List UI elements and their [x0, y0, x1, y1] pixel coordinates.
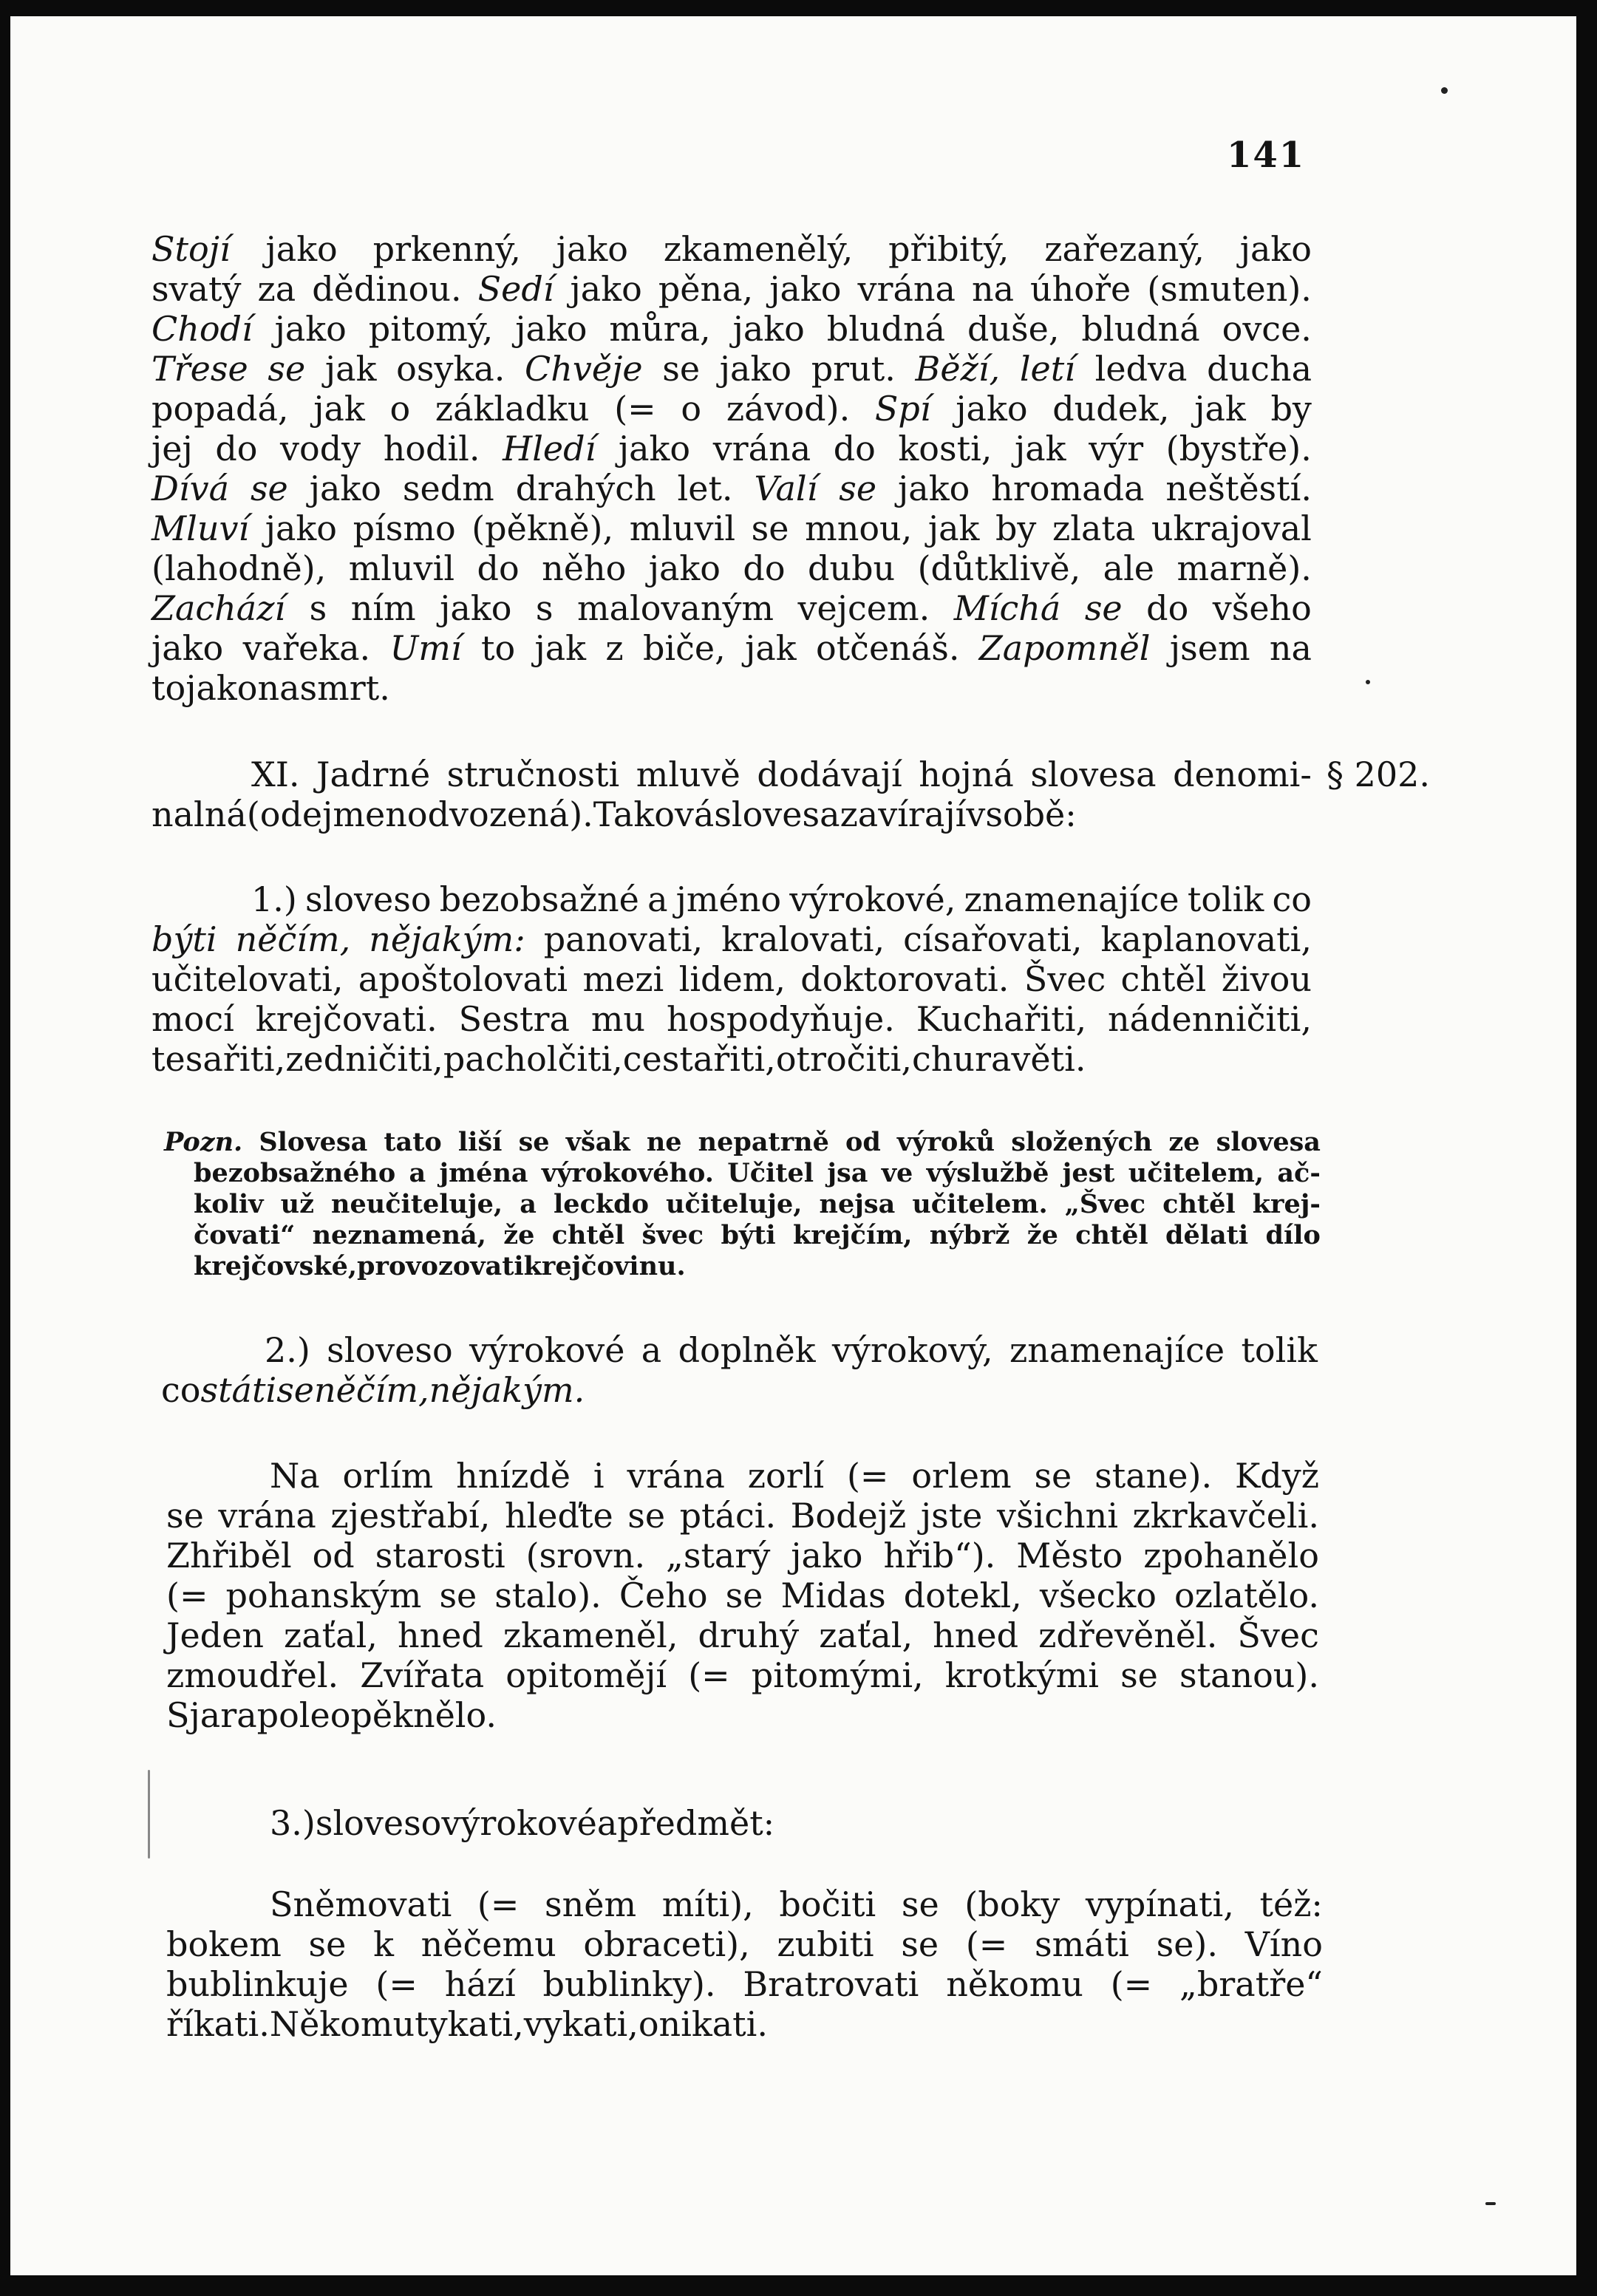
- text-line: Stojí jako prkenný, jako zkamenělý, přibitý, zařezaný, jako: [151, 229, 1312, 269]
- text-line: (= pohanským se stalo). Čeho se Midas dotekl, všecko ozlatělo.: [166, 1575, 1319, 1615]
- text-line: nalná (ode jmen odvozená). Taková slovesa zavírají v sobě:: [151, 794, 1077, 834]
- text-line: XI. Jadrné stručnosti mluvě dodávají hojná slovesa denomi-: [251, 754, 1312, 794]
- section-mark: § 202.: [1327, 754, 1431, 794]
- text-line: Sněmovati (= sněm míti), bočiti se (boky vypínati, též:: [270, 1884, 1323, 1924]
- text-line: svatý za dědinou. Sedí jako pěna, jako vrána na úhoře (smuten).: [151, 269, 1312, 309]
- point-3-examples: [166, 1884, 1323, 2044]
- text-line: Mluví jako písmo (pěkně), mluvil se mnou, jak by zlata ukrajoval: [151, 508, 1312, 548]
- scan-speck: [148, 1770, 150, 1859]
- text-line: bokem se k něčemu obraceti), zubiti se (= smáti se). Víno: [166, 1924, 1323, 1964]
- text-line: 1.) sloveso bezobsažné a jméno výrokové, znamenajíce tolik co: [251, 879, 1312, 919]
- text-line: tesařiti, zedničiti, pacholčiti, cestařiti, otročiti, churavěti.: [151, 1039, 1086, 1079]
- scan-speck: [1485, 2202, 1496, 2205]
- text-line: Třese se jak osyka. Chvěje se jako prut. Běží, letí ledva ducha: [151, 349, 1312, 389]
- page-number: 141: [1227, 134, 1306, 176]
- text-line: co státi se něčím, nějakým.: [161, 1370, 585, 1410]
- note-paragraph: [164, 1127, 1321, 1282]
- scan-speck: [1441, 87, 1448, 94]
- note-line: Pozn. Slovesa tato liší se však ne nepatrně od výroků složených ze slovesa: [164, 1127, 1321, 1157]
- text-line: Dívá se jako sedm drahých let. Valí se jako hromada neštěstí.: [151, 469, 1312, 508]
- point-2-examples: [166, 1456, 1319, 1735]
- text-line: (lahodně), mluvil do něho jako do dubu (důtklivě, ale marně).: [151, 548, 1312, 588]
- text-line: říkati. Někomu tykati, vykati, onikati.: [166, 2004, 768, 2044]
- scan-speck: [1366, 680, 1370, 684]
- point-2-paragraph: [161, 1330, 1318, 1410]
- text-line: Chodí jako pitomý, jako můra, jako bludná duše, bludná ovce.: [151, 309, 1312, 349]
- text-line: se vrána zjestřabí, hleďte se ptáci. Bodejž jste všichni zkrkavčeli.: [166, 1496, 1319, 1536]
- text-line: 2.) sloveso výrokové a doplněk výrokový, znamenajíce tolik: [265, 1330, 1318, 1370]
- text-line: 3.) sloveso výrokové a předmět:: [270, 1803, 775, 1843]
- text-line: Zhřiběl od starosti (srovn. „starý jako hřib“). Město zpohanělo: [166, 1536, 1319, 1575]
- text-line: S jara pole opěknělo.: [166, 1695, 497, 1735]
- similes-paragraph: [151, 229, 1312, 708]
- note-line: čovati“ neznamená, že chtěl švec býti krejčím, nýbrž že chtěl dělati dílo: [194, 1220, 1321, 1250]
- point-3-heading: [166, 1803, 1319, 1843]
- text-line: býti něčím, nějakým: panovati, kralovati, císařovati, kaplanovati,: [151, 919, 1312, 959]
- text-line: jej do vody hodil. Hledí jako vrána do kosti, jak výr (bystře).: [151, 429, 1312, 469]
- text-line: učitelovati, apoštolovati mezi lidem, doktorovati. Švec chtěl živou: [151, 959, 1312, 999]
- text-line: zmoudřel. Zvířata opitomějí (= pitomými, krotkými se stanou).: [166, 1655, 1319, 1695]
- text-line: mocí krejčovati. Sestra mu hospodyňuje. Kuchařiti, nádenničiti,: [151, 999, 1312, 1039]
- note-line: koliv už neučiteluje, a leckdo učiteluje, nejsa učitelem. „Švec chtěl krej-: [194, 1189, 1321, 1219]
- text-line: jako vařeka. Umí to jak z biče, jak otčenáš. Zapomněl jsem na: [151, 628, 1312, 668]
- note-line: krejčovské, provozovati krejčovinu.: [194, 1251, 686, 1281]
- text-line: to jako na smrt.: [151, 668, 390, 708]
- point-1-paragraph: [151, 879, 1312, 1079]
- text-line: Na orlím hnízdě i vrána zorlí (= orlem se stane). Když: [270, 1456, 1319, 1496]
- text-line: Jeden zaťal, hned zkameněl, druhý zaťal, hned zdřevěněl. Švec: [166, 1615, 1319, 1655]
- text-line: popadá, jak o základku (= o závod). Spí jako dudek, jak by: [151, 389, 1312, 429]
- note-line: bezobsažného a jména výrokového. Učitel jsa ve výslužbě jest učitelem, ač-: [194, 1158, 1321, 1188]
- text-line: bublinkuje (= hází bublinky). Bratrovati někomu (= „bratře“: [166, 1964, 1323, 2004]
- section-xi-paragraph: [151, 754, 1312, 834]
- text-line: Zachází s ním jako s malovaným vejcem. Míchá se do všeho: [151, 588, 1312, 628]
